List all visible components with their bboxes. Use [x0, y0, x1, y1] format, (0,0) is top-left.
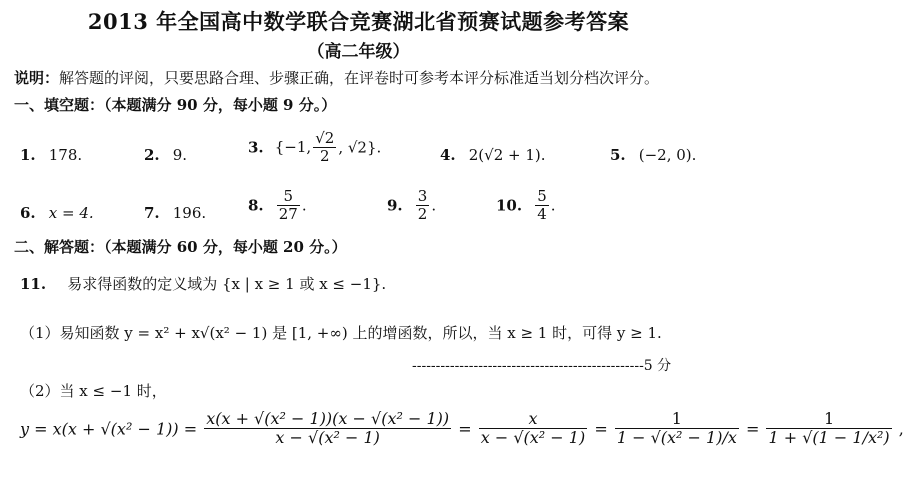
fraction-numerator: 5: [277, 188, 300, 206]
fraction-denominator: 4: [537, 205, 547, 224]
fraction-numerator: 5: [537, 187, 547, 205]
item-answer: 2(√2 + 1).: [468, 146, 546, 164]
fraction-denominator: 2: [319, 147, 330, 166]
item-number: 5.: [610, 146, 626, 164]
q11-part1: （1）易知函数 y = x² + x√(x² − 1) 是 [1, +∞) 上的增函数，所以，当 x ≥ 1 时，可得 y ≥ 1.: [20, 324, 662, 342]
equation-lhs: y = x(x + √(x² − 1)) =: [20, 419, 198, 439]
section-fill-in-title: 一、填空题：（本题满分 90 分，每小题 9 分。）: [14, 96, 337, 114]
fraction-denominator: 1 − √(x² − 1)/x: [616, 428, 737, 448]
instructions-note: [14, 67, 659, 88]
equation-fraction-4: [766, 410, 891, 448]
item-answer: 9.: [172, 146, 188, 164]
item-number: 8.: [248, 196, 264, 215]
fill-item-2: [144, 145, 187, 164]
answer-suffix: , √2}.: [338, 138, 382, 157]
fill-item-7: [144, 203, 206, 222]
item-number: 6.: [20, 204, 36, 222]
item-number: 2.: [144, 146, 160, 164]
answer-suffix: .: [550, 196, 556, 215]
score-marker: -------------------------------------------------5 分: [412, 358, 672, 374]
answer-fraction: [535, 188, 549, 224]
q11-part2: （2）当 x ≤ −1 时，: [20, 382, 167, 400]
equation-fraction-1: [204, 410, 451, 448]
item-answer: (−2, 0).: [638, 146, 697, 164]
page-subtitle: （高二年级）: [307, 42, 410, 62]
fraction-numerator: x: [479, 410, 587, 429]
answer-suffix: .: [301, 196, 307, 215]
fill-item-8: [248, 188, 307, 224]
note-text: 解答题的评阅，只要思路合理、步骤正确，在评卷时可参考本评分标准适当划分档次评分。: [59, 69, 660, 87]
fraction-denominator: x − √(x² − 1): [275, 428, 380, 448]
page-title: 2013 年全国高中数学联合竞赛湖北省预赛试题参考答案: [87, 9, 630, 34]
answer-fraction: [277, 188, 300, 224]
fraction-denominator: 27: [278, 205, 298, 224]
fill-item-6: [20, 203, 94, 222]
q11-equation: y = x(x + √(x² − 1)) = $\frac{\text{x(x + √(x² − 1))(x − √(x² − 1))}}{\text{x − √(x² − 1)}}$ = $\frac{x}{\text{x − √(x² − 1)}}$ = $\frac{1}{\text{1 − √(x² − 1)/x}}$ = $\frac{1}{\text{1 + √(1 − 1/x²)}}$ ,: [20, 409, 904, 448]
item-number: 10.: [496, 196, 523, 215]
answer-fraction: [313, 130, 336, 166]
item-number: 3.: [248, 138, 264, 157]
equation-fraction-2: [479, 410, 587, 448]
answer-fraction: [416, 188, 430, 224]
item-number: 1.: [20, 146, 36, 164]
fill-item-3: [248, 130, 381, 166]
item-number: 7.: [144, 204, 160, 222]
equation-fraction-3: [615, 410, 739, 448]
fill-item-4: [440, 145, 546, 164]
item-answer: 196.: [172, 204, 207, 222]
fraction-denominator: 2: [417, 205, 428, 224]
fraction-numerator: 3: [417, 187, 428, 205]
fraction-numerator: x(x + √(x² − 1))(x − √(x² − 1)): [206, 409, 450, 428]
q11-number: 11.: [20, 275, 47, 293]
q11-domain-text: 易求得函数的定义域为 {x | x ≥ 1 或 x ≤ −1}.: [67, 275, 387, 293]
fraction-numerator: 1: [615, 410, 739, 429]
item-answer: 178.: [48, 146, 83, 164]
q11-line1: [20, 273, 386, 294]
note-label: 说明：: [14, 69, 60, 87]
fill-item-1: [20, 145, 82, 164]
answer-prefix: {−1,: [274, 138, 312, 157]
section-solution-title: 二、解答题：（本题满分 60 分，每小题 20 分。）: [14, 238, 347, 256]
fill-item-5: [610, 145, 696, 164]
equation-end: ,: [898, 419, 904, 439]
fraction-denominator: x − √(x² − 1): [480, 428, 586, 448]
answer-suffix: .: [431, 196, 437, 215]
fill-item-10: [496, 188, 556, 224]
fill-item-9: [387, 188, 436, 224]
fraction-numerator: 1: [766, 410, 891, 429]
fraction-numerator: √2: [315, 129, 335, 147]
item-number: 9.: [387, 196, 403, 215]
item-number: 4.: [440, 146, 456, 164]
fraction-denominator: 1 + √(1 − 1/x²): [768, 428, 890, 448]
item-answer: x = 4.: [48, 204, 94, 222]
